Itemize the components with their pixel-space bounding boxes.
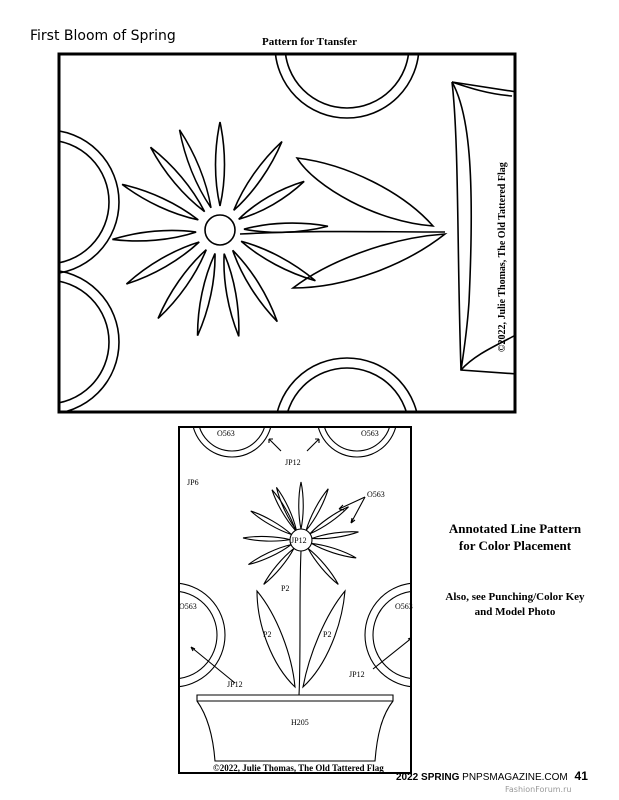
label-jp12-top: JP12 — [285, 458, 301, 467]
page-number: 41 — [574, 769, 588, 783]
page-footer — [396, 769, 588, 783]
transfer-pattern-illustration — [57, 52, 517, 414]
footer-site: PNPSMAGAZINE.COM — [462, 772, 568, 783]
label-jp6: JP6 — [187, 478, 199, 487]
label-jp12-left: JP12 — [227, 680, 243, 689]
copyright-vertical: ©2022, Julie Thomas, The Old Tattered Flag — [497, 162, 508, 352]
also-see-note — [420, 590, 610, 620]
label-p2-leaf-left: P2 — [263, 630, 272, 639]
footer-issue: 2022 SPRING — [396, 772, 460, 783]
annotated-pattern-illustration — [177, 425, 413, 775]
page-title: First Bloom of Spring — [30, 28, 176, 44]
also-note-line1: Also, see Punching/Color Key — [445, 591, 585, 603]
label-p2-leaf-right: P2 — [323, 630, 332, 639]
annotated-heading — [420, 520, 610, 554]
annotated-heading-line1: Annotated Line Pattern — [448, 521, 582, 536]
label-o563-top-right: O563 — [361, 429, 379, 438]
label-jp12-center: JP12 — [291, 536, 307, 545]
label-o563-right: O563 — [395, 602, 413, 611]
annotated-heading-line2: for Color Placement — [458, 538, 572, 553]
also-note-line2: and Model Photo — [474, 606, 556, 618]
label-o563-left: O563 — [179, 602, 197, 611]
pattern-heading: Pattern for Ttansfer — [262, 36, 357, 48]
watermark: FashionForum.ru — [505, 785, 572, 794]
label-jp12-right: JP12 — [349, 670, 365, 679]
label-h205: H205 — [291, 718, 309, 727]
label-p2-stem: P2 — [281, 584, 290, 593]
label-o563-top-left: O563 — [217, 429, 235, 438]
label-o563-petal: O563 — [367, 490, 385, 499]
bottom-copyright: ©2022, Julie Thomas, The Old Tattered Flag — [213, 763, 384, 773]
